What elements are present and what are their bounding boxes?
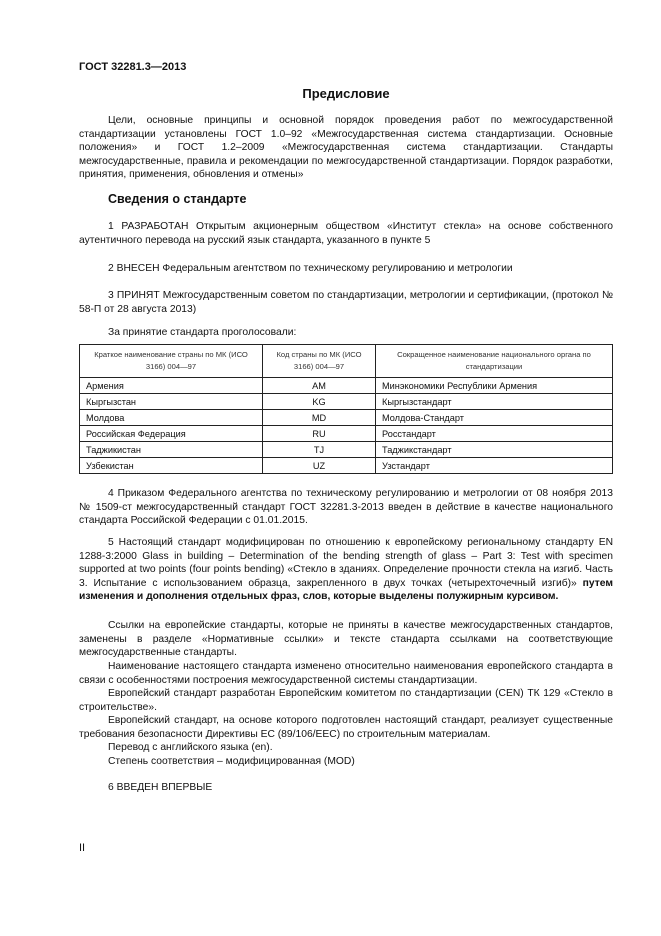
item-5-text: 5 Настоящий стандарт модифицирован по отношению к европейскому региональному стандарту EN 1288-3:2000 Glass in building – Determination of the bending strength of glass – Part 3: Test with specimen supported at two points (four points bending) «Стекло в зданиях. Определение прочности стекла на изгиб. Часть 3. Испытание с использованием образца, закрепленного в двух точках (четырехточечный изгиб)»: [79, 537, 613, 589]
body-cell: Минэкономики Республики Армения: [376, 378, 613, 394]
page-title: Предисловие: [302, 86, 390, 101]
item-3: 3 ПРИНЯТ Межгосударственным советом по стандартизации, метрологии и сертификации, (протокол № 58-П от 28 августа 2013): [79, 290, 613, 315]
code-cell: AM: [263, 378, 376, 394]
table-row: [80, 426, 613, 442]
item-1: 1 РАЗРАБОТАН Открытым акционерным обществом «Институт стекла» на основе собственного аутентичного перевода на русский язык стандарта, указанного в пункте 5: [79, 221, 613, 246]
body-cell: Узстандарт: [376, 458, 613, 474]
code-cell: KG: [263, 394, 376, 410]
table-row: [80, 394, 613, 410]
foreword-paragraph: Цели, основные принципы и основной порядок проведения работ по межгосударственной стандартизации установлены ГОСТ 1.0–92 «Межгосударственная система стандартизации. Основные положения» и ГОСТ 1.2–2009 «Межгосударственная система стандартизации. Стандарты межгосударственные, правила и рекомендации по межгосударственной стандартизации. Порядок разработки, принятия, применения, обновления и отмены»: [79, 115, 613, 181]
item-4: 4 Приказом Федерального агентства по техническому регулированию и метрологии от 08 ноября 2013 № 1509-ст межгосударственный стандарт ГОСТ 32281.3-2013 введен в действие в качестве национального стандарта Российской Федерации с 01.01.2015.: [79, 488, 613, 527]
conformity-paragraph: Степень соответствия – модифицированная (MOD): [108, 756, 355, 767]
item-5-emphasis: путем изменения и дополнения отдельных фраз, слов, которые выделены полужирным курсивом.: [79, 577, 614, 603]
country-cell: Узбекистан: [80, 458, 263, 474]
item-6: 6 ВВЕДЕН ВПЕРВЫЕ: [108, 782, 213, 793]
body-cell: Молдова-Стандарт: [376, 410, 613, 426]
item-2: 2 ВНЕСЕН Федеральным агентством по техническому регулированию и метрологии: [108, 263, 513, 274]
table-header-row: [80, 345, 613, 378]
country-cell: Российская Федерация: [80, 426, 263, 442]
section-title: Сведения о стандарте: [108, 192, 247, 206]
country-cell: Кыргызстан: [80, 394, 263, 410]
code-cell: TJ: [263, 442, 376, 458]
developer-paragraph: Европейский стандарт разработан Европейским комитетом по стандартизации (CEN) ТК 129 «Стекло в строительстве».: [79, 688, 613, 713]
standard-code: ГОСТ 32281.3—2013: [79, 61, 187, 73]
country-cell: Молдова: [80, 410, 263, 426]
page-number: II: [79, 842, 86, 854]
voting-table: [79, 344, 613, 474]
translation-paragraph: Перевод с английского языка (en).: [108, 742, 273, 753]
item-5: [79, 536, 613, 604]
body-cell: Кыргызстандарт: [376, 394, 613, 410]
body-cell: Таджикстандарт: [376, 442, 613, 458]
body-cell: Росстандарт: [376, 426, 613, 442]
code-cell: RU: [263, 426, 376, 442]
vote-intro: За принятие стандарта проголосовали:: [108, 327, 297, 338]
table-header: Краткое наименование страны по МК (ИСО 3166) 004—97: [80, 345, 263, 378]
country-cell: Армения: [80, 378, 263, 394]
table-header: Сокращенное наименование национального органа по стандартизации: [376, 345, 613, 378]
table-row: [80, 458, 613, 474]
code-cell: MD: [263, 410, 376, 426]
code-cell: UZ: [263, 458, 376, 474]
requirements-paragraph: Европейский стандарт, на основе которого подготовлен настоящий стандарт, реализует существенные требования безопасности Директивы ЕС (89/106/EEC) по строительным материалам.: [79, 715, 613, 740]
refs-paragraph: Ссылки на европейские стандарты, которые не приняты в качестве межгосударственных стандартов, заменены в разделе «Нормативные ссылки» и тексте стандарта ссылками на соответствующие межгосударственные стандарты.: [79, 620, 613, 659]
name-paragraph: Наименование настоящего стандарта изменено относительно наименования европейского стандарта в связи с особенностями построения межгосударственной системы стандартизации.: [79, 661, 613, 686]
table-header: Код страны по МК (ИСО 3166) 004—97: [263, 345, 376, 378]
table-row: [80, 378, 613, 394]
country-cell: Таджикистан: [80, 442, 263, 458]
table-row: [80, 442, 613, 458]
table-row: [80, 410, 613, 426]
